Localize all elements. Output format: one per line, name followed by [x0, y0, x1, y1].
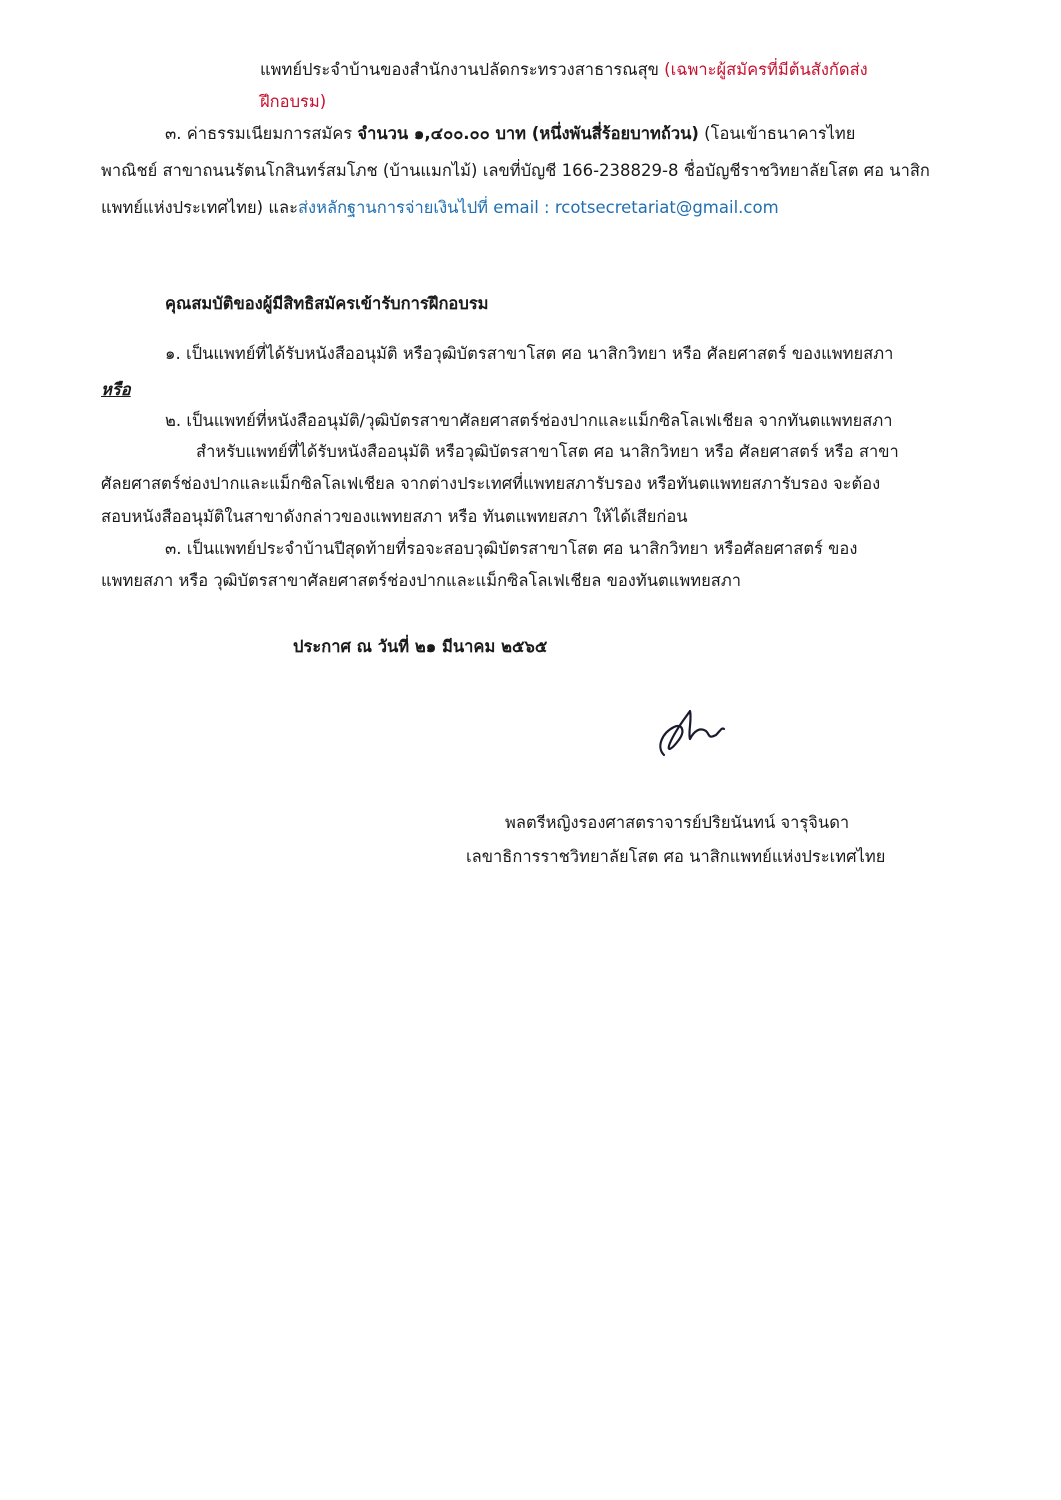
or-label: หรือ [101, 380, 131, 399]
payment-email-instruction: ส่งหลักฐานการจ่ายเงินไปที่ email : rcotsecretariat@gmail.com [297, 198, 779, 217]
qualification-note-2: ศัลยศาสตร์ช่องปากและแม็กซิลโลเฟเชียล จากต่างประเทศที่แพทยสภารับรอง หรือทันตแพทยสภารับรอง จะต้อง [101, 474, 881, 493]
qualification-item-3-line-1: ๓. เป็นแพทย์ประจำบ้านปีสุดท้ายที่รอจะสอบวุฒิบัตรสาขาโสต ศอ นาสิกวิทยา หรือศัลยศาสตร์ ของ [165, 539, 858, 558]
qualification-note-1: สำหรับแพทย์ที่ได้รับหนังสืออนุมัติ หรือวุฒิบัตรสาขาโสต ศอ นาสิกวิทยา หรือ ศัลยศาสตร์ หรือ สาขา [196, 442, 899, 461]
continuation-text: แพทย์ประจำบ้านของสำนักงานปลัดกระทรวงสาธารณสุข [260, 60, 665, 79]
continuation-note: (เฉพาะผู้สมัครที่มีต้นสังกัดส่ง [664, 60, 868, 79]
continuation-line-1 [260, 58, 868, 82]
continuation-line-2: ฝึกอบรม) [260, 92, 327, 111]
fee-line-2: พาณิชย์ สาขาถนนรัตนโกสินทร์สมโภช (บ้านแมกไม้) เลขที่บัญชี 166-238829-8 ชื่อบัญชีราชวิทยาลัยโสต ศอ นาสิก [101, 161, 930, 180]
qualification-item-2: ๒. เป็นแพทย์ที่หนังสืออนุมัติ/วุฒิบัตรสาขาศัลยศาสตร์ช่องปากและแม็กซิลโลเฟเชียล จากทันตแพทยสภา [165, 411, 893, 430]
handwritten-signature [650, 705, 740, 765]
fee-line-1 [165, 122, 855, 146]
qualifications-heading: คุณสมบัติของผู้มีสิทธิสมัครเข้ารับการฝึกอบรม [165, 294, 489, 313]
qualification-note-3: สอบหนังสืออนุมัติในสาขาดังกล่าวของแพทยสภา หรือ ทันตแพทยสภา ให้ได้เสียก่อน [101, 507, 688, 526]
signatory-position: เลขาธิการราชวิทยาลัยโสต ศอ นาสิกแพทย์แห่งประเทศไทย [466, 847, 886, 866]
fee-label: ๓. ค่าธรรมเนียมการสมัคร [165, 124, 358, 143]
fee-account-end: แพทย์แห่งประเทศไทย) และ [101, 198, 298, 217]
fee-amount: จำนวน ๑,๔๐๐.๐๐ บาท (หนึ่งพันสี่ร้อยบาทถ้วน) [357, 124, 699, 143]
qualification-item-1: ๑. เป็นแพทย์ที่ได้รับหนังสืออนุมัติ หรือวุฒิบัตรสาขาโสต ศอ นาสิกวิทยา หรือ ศัลยศาสตร์ ของแพทยสภา [165, 344, 894, 363]
signatory-name: พลตรีหญิงรองศาสตราจารย์ปริยนันทน์ จารุจินดา [505, 813, 850, 832]
fee-bank: (โอนเข้าธนาคารไทย [698, 124, 856, 143]
fee-line-3 [101, 196, 779, 220]
announcement-date: ประกาศ ณ วันที่ ๒๑ มีนาคม ๒๕๖๕ [293, 637, 548, 656]
qualification-item-3-line-2: แพทยสภา หรือ วุฒิบัตรสาขาศัลยศาสตร์ช่องปากและแม็กซิลโลเฟเชียล ของทันตแพทยสภา [101, 571, 742, 590]
